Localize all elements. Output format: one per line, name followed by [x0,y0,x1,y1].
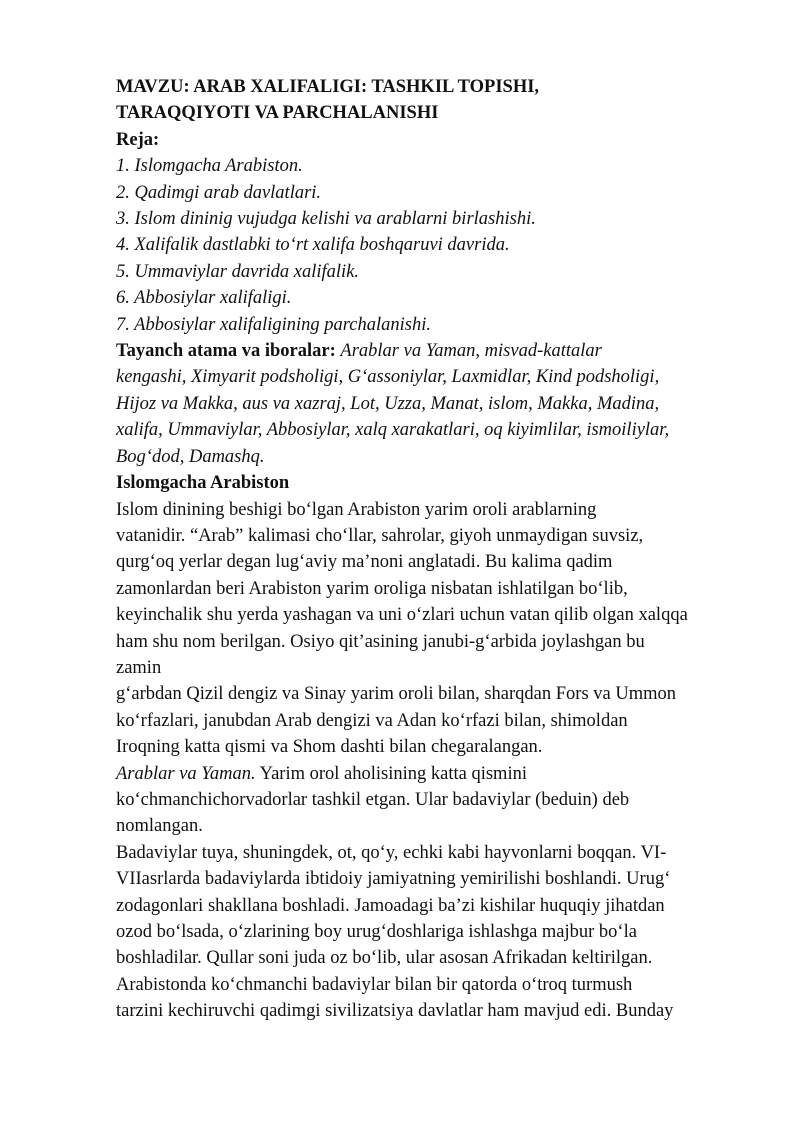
paragraph-line: nomlangan. [116,816,203,837]
document-title-line-2: TARAQQIYOTI VA PARCHALANISHI [116,103,439,124]
paragraph-line: zodagonlari shakllana boshladi. Jamoadagi ba’zi kishilar huquqiy jihatdan [116,895,665,916]
paragraph-line: g‘arbdan Qizil dengiz va Sinay yarim oroli bilan, sharqdan Fors va Ummon [116,684,677,705]
paragraph-line [116,761,756,787]
key-terms-text: kengashi, Ximyarit podsholigi, G‘assoniylar, Laxmidlar, Kind podsholigi, [116,367,660,388]
paragraph-line: boshladilar. Qullar soni juda oz bo‘lib, ular asosan Afrikadan keltirilgan. [116,948,653,969]
paragraph-text: Yarim orol aholisining katta qismini [255,763,527,784]
plan-item: 2. Qadimgi arab davlatlari. [116,182,322,203]
plan-item: 3. Islom dininig vujudga kelishi va arablarni birlashishi. [116,209,536,230]
paragraph-line: VIIasrlarda badaviylarda ibtidoiy jamiyatning yemirilishi boshlandi. Urug‘ [116,869,671,890]
section-heading: Islomgacha Arabiston [116,473,290,494]
key-terms-text: xalifa, Ummaviylar, Abbosiylar, xalq xarakatlari, oq kiyimlilar, ismoiliylar, [116,420,670,441]
paragraph-line: vatanidir. “Arab” kalimasi cho‘llar, sahrolar, giyoh unmaydigan suvsiz, [116,525,644,546]
paragraph-line: ko‘chmanchichorvadorlar tashkil etgan. Ular badaviylar (beduin) deb [116,789,630,810]
paragraph-line: Arabistonda ko‘chmanchi badaviylar bilan bir qatorda o‘troq turmush [116,974,633,995]
paragraph-line: ko‘rfazlari, janubdan Arab dengizi va Adan ko‘rfazi bilan, shimoldan [116,710,628,731]
key-terms-text: Arablar va Yaman, misvad-kattalar [340,341,602,362]
plan-heading: Reja: [116,129,160,150]
paragraph-line: ozod bo‘lsada, o‘zlarining boy urug‘doshlariga ishlashga majbur bo‘la [116,922,637,942]
key-terms-text: Bog‘dod, Damashq. [116,446,265,467]
plan-item: 1. Islomgacha Arabiston. [116,156,303,177]
paragraph-line: Islom dinining beshigi bo‘lgan Arabiston yarim oroli arablarning [116,499,597,520]
paragraph-line: keyinchalik shu yerda yashagan va uni o‘zlari uchun vatan qilib olgan xalqqa [116,605,688,626]
key-terms-text: Hijoz va Makka, aus va xazraj, Lot, Uzza, Manat, islom, Makka, Madina, [116,393,660,414]
key-terms-line [116,338,756,364]
document-page [116,74,756,1025]
key-terms-label: Tayanch atama va iboralar: [116,341,336,362]
paragraph-line: qurg‘oq yerlar degan lug‘aviy ma’noni anglatadi. Bu kalima qadim [116,552,613,573]
document-title-line-1: MAVZU: ARAB XALIFALIGI: TASHKIL TOPISHI, [116,77,540,97]
paragraph-line: tarzini kechiruvchi qadimgi sivilizatsiya davlatlar ham mavjud edi. Bunday [116,1001,674,1022]
subsection-lead: Arablar va Yaman. [116,763,256,784]
paragraph-line: ham shu nom berilgan. Osiyo qit’asining janubi-g‘arbida joylashgan bu [116,631,645,652]
paragraph-line: Iroqning katta qismi va Shom dashti bilan chegaralangan. [116,737,543,758]
paragraph-line: zamin [116,657,162,678]
plan-item: 7. Abbosiylar xalifaligining parchalanishi. [116,314,432,335]
paragraph-line: zamonlardan beri Arabiston yarim oroliga nisbatan ishlatilgan bo‘lib, [116,578,628,599]
plan-item: 6. Abbosiylar xalifaligi. [116,288,292,309]
plan-item: 5. Ummaviylar davrida xalifalik. [116,261,360,282]
paragraph-line: Badaviylar tuya, shuningdek, ot, qo‘y, echki kabi hayvonlarni boqqan. VI- [116,842,667,863]
plan-item: 4. Xalifalik dastlabki to‘rt xalifa boshqaruvi davrida. [116,235,510,256]
